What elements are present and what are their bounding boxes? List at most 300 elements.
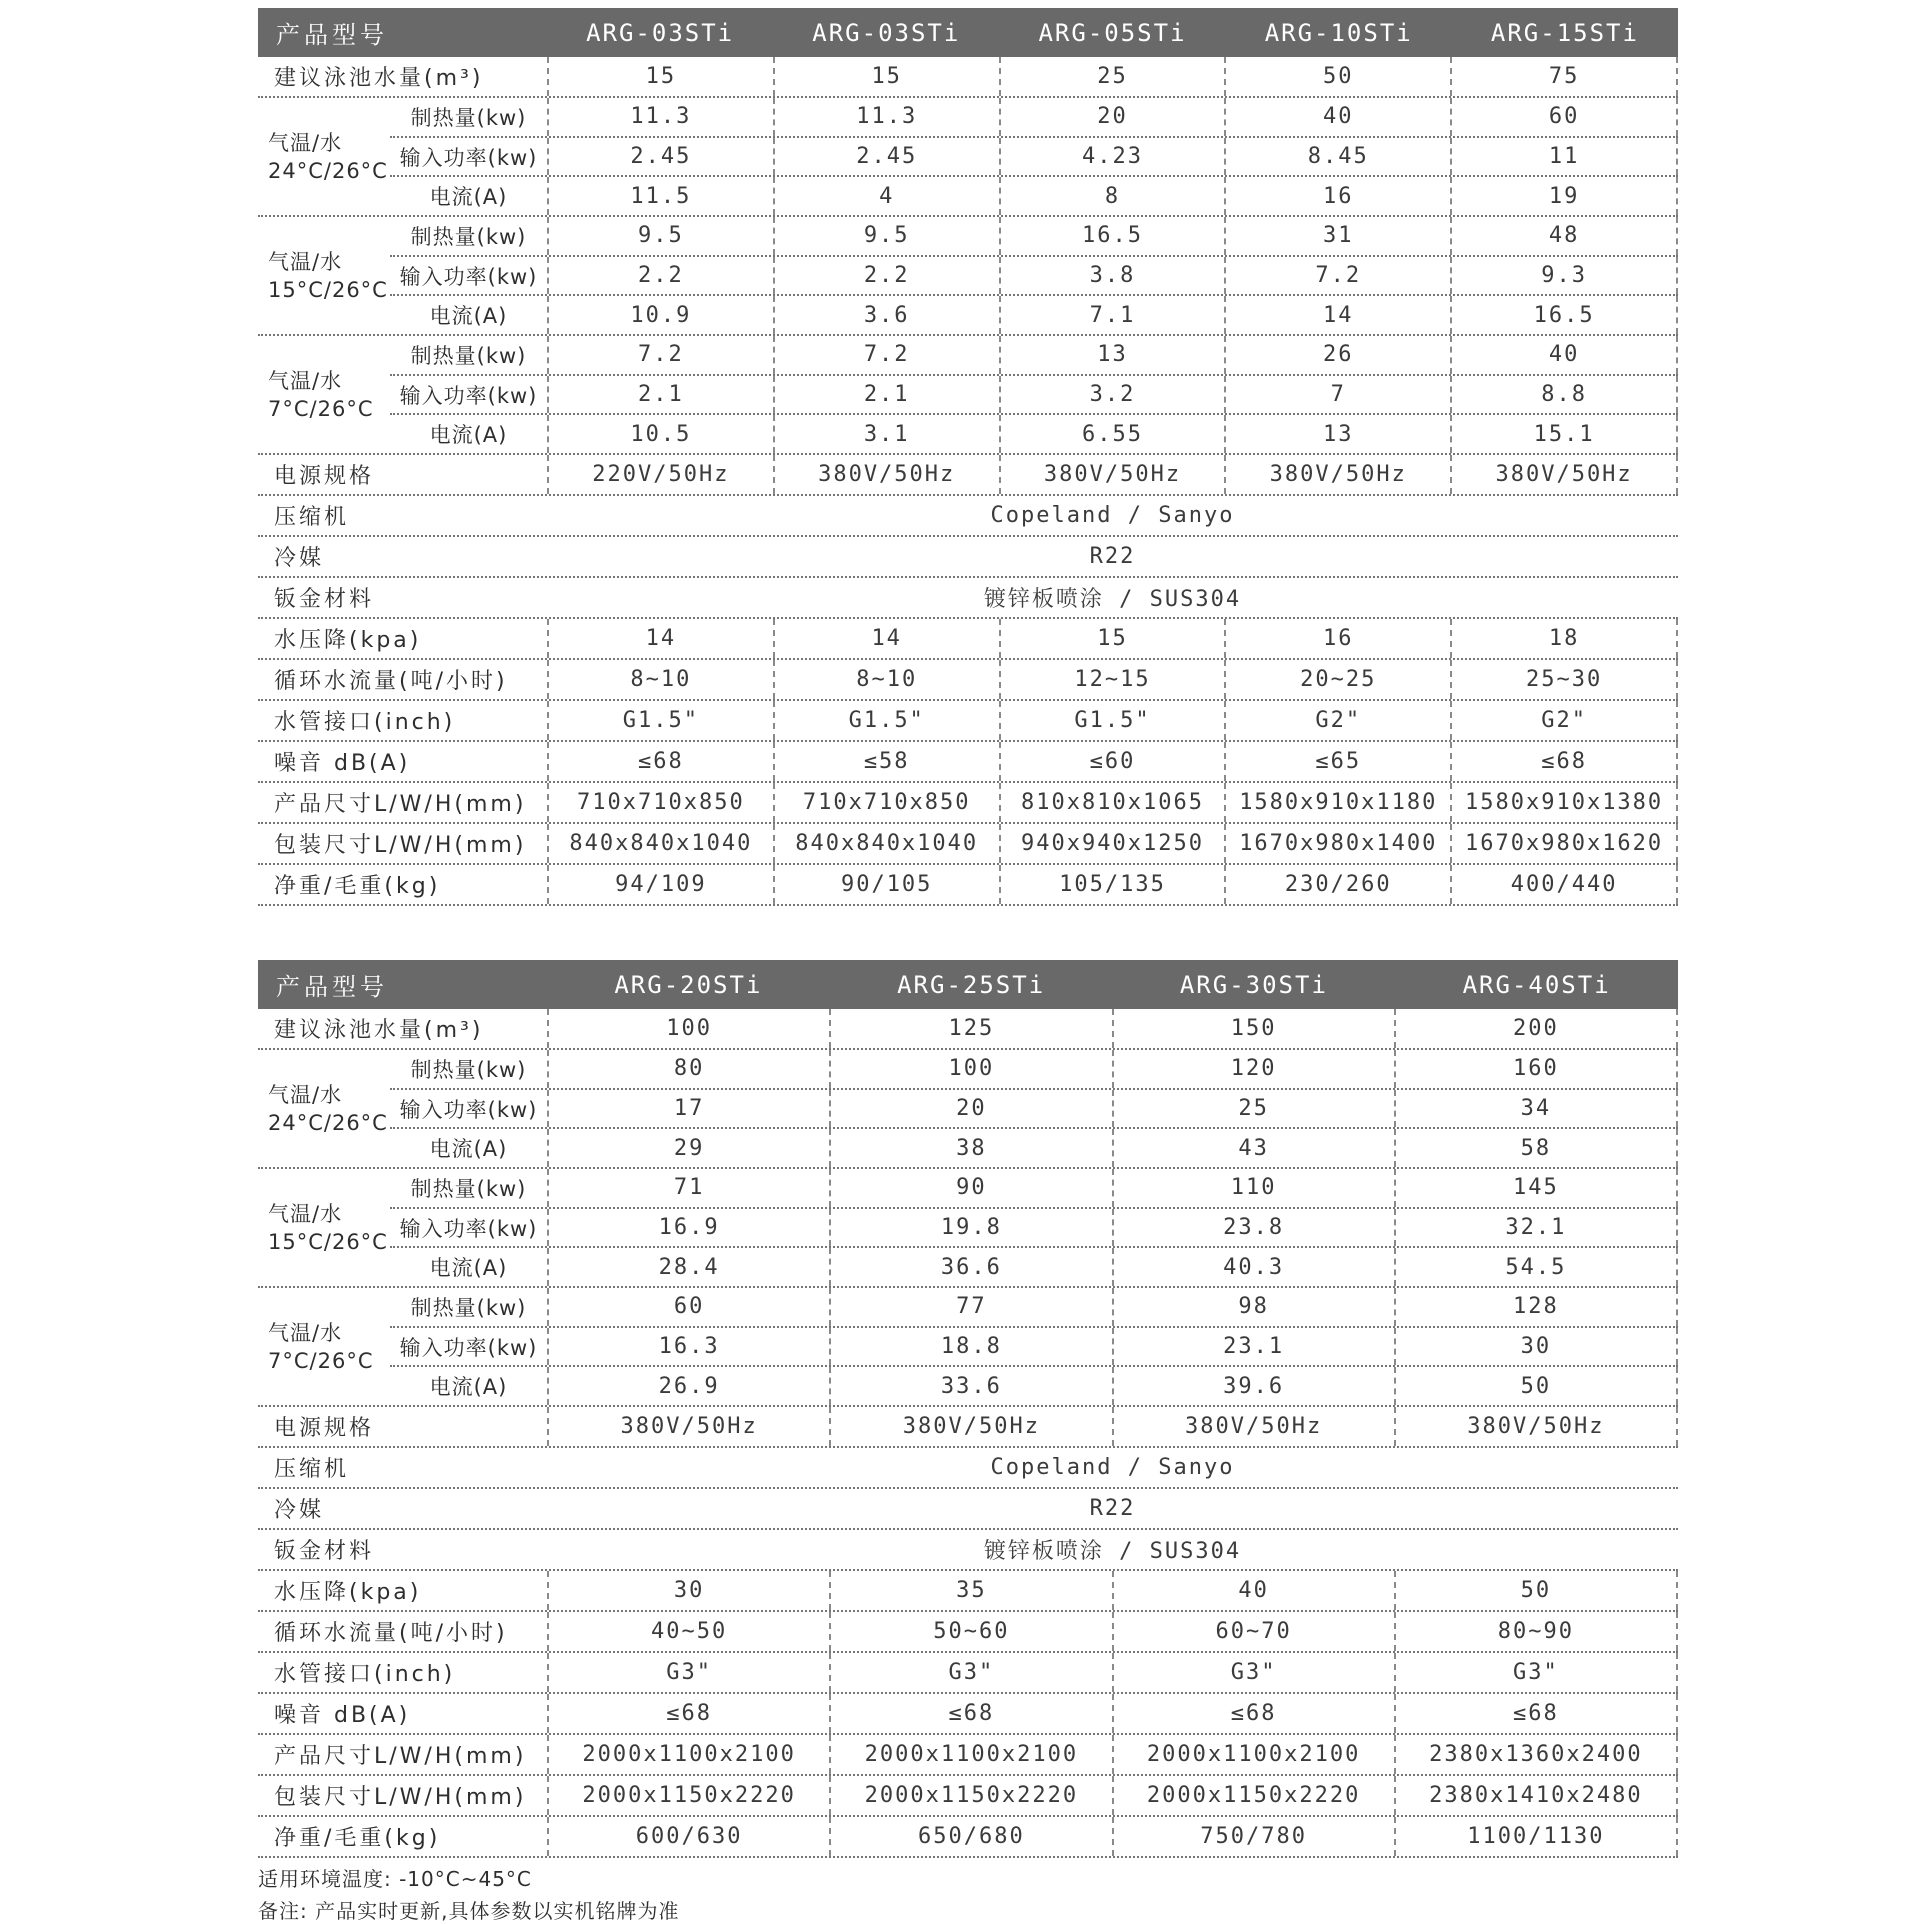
value-cell: 3.8 [999, 257, 1225, 295]
header-model-name: ARG-15STi [1490, 18, 1639, 47]
value-cell: 380V/50Hz [1112, 1407, 1394, 1446]
row-metric-label: 水管接口(inch) [274, 710, 456, 735]
spec-row-merged [258, 1448, 1678, 1489]
spec-subrow [390, 1365, 1678, 1405]
row-metric-label: 净重/毛重(kg) [274, 1826, 441, 1851]
value-cell: 380V/50Hz [1224, 455, 1450, 494]
value-cell: G1.5" [547, 701, 773, 740]
spec-row [258, 1735, 1678, 1776]
value-cell: 380V/50Hz [1450, 455, 1678, 494]
spec-subrow [390, 1288, 1678, 1326]
row-metric-label: 水压降(kpa) [274, 628, 422, 653]
row-metric-label: 电源规格 [274, 464, 375, 489]
condition-label-line2: 15°C/26°C [268, 1229, 388, 1254]
spec-subrow [390, 98, 1678, 136]
condition-label-line2: 24°C/26°C [268, 1110, 388, 1135]
value-cell: G1.5" [773, 701, 999, 740]
merged-value-cell: 镀锌板喷涂 / SUS304 [983, 587, 1242, 612]
value-cell: 23.1 [1112, 1328, 1394, 1366]
value-cell: 150 [1112, 1009, 1394, 1048]
value-cell: 20~25 [1224, 660, 1450, 699]
value-cell: 15 [773, 57, 999, 96]
value-cell: 7.1 [999, 296, 1225, 334]
value-cell: 30 [547, 1571, 829, 1610]
value-cell: 7 [1224, 376, 1450, 414]
condition-subrows [390, 1169, 1678, 1286]
spec-row-merged [258, 578, 1678, 619]
spec-row-merged [258, 1530, 1678, 1571]
row-metric-label: 水管接口(inch) [274, 1662, 456, 1687]
value-cell: 13 [999, 336, 1225, 374]
row-metric-label: 压缩机 [274, 505, 350, 530]
subrow-metric-label: 电流(A) [429, 304, 508, 329]
value-cell: 100 [547, 1009, 829, 1048]
condition-label-line1: 气温/水 [268, 1320, 343, 1345]
value-cell: 710x710x850 [547, 783, 773, 822]
value-cell: 34 [1394, 1090, 1678, 1128]
spec-row-merged [258, 537, 1678, 578]
value-cell: 120 [1112, 1050, 1394, 1088]
value-cell: 80 [547, 1050, 829, 1088]
value-cell: 60 [547, 1288, 829, 1326]
value-cell: 48 [1450, 217, 1678, 255]
merged-value-cell: Copeland / Sanyo [990, 1455, 1235, 1480]
spec-subrow [390, 1326, 1678, 1366]
condition-label-line1: 气温/水 [268, 368, 343, 393]
value-cell: 380V/50Hz [1394, 1407, 1678, 1446]
value-cell: 16.3 [547, 1328, 829, 1366]
spec-subrow [390, 336, 1678, 374]
value-cell: 23.8 [1112, 1209, 1394, 1247]
value-cell: 230/260 [1224, 865, 1450, 904]
value-cell: 33.6 [829, 1367, 1111, 1405]
spec-subrow [390, 1207, 1678, 1247]
condition-subrows [390, 1288, 1678, 1405]
value-cell: 8 [999, 177, 1225, 215]
condition-group-label [258, 1288, 390, 1405]
condition-label-line1: 气温/水 [268, 130, 343, 155]
value-cell: 2.2 [773, 257, 999, 295]
value-cell: 19 [1450, 177, 1678, 215]
value-cell: 750/780 [1112, 1817, 1394, 1856]
condition-label-line2: 15°C/26°C [268, 277, 388, 302]
subrow-metric-label: 制热量(kw) [410, 1057, 527, 1082]
value-cell: 40 [1112, 1571, 1394, 1610]
row-metric-label: 噪音 dB(A) [274, 1703, 411, 1728]
value-cell: 128 [1394, 1288, 1678, 1326]
value-cell: 54.5 [1394, 1248, 1678, 1286]
value-cell: 26.9 [547, 1367, 829, 1405]
subrow-metric-label: 电流(A) [429, 423, 508, 448]
value-cell: ≤68 [1450, 742, 1678, 781]
value-cell: 840x840x1040 [547, 824, 773, 863]
header-model-name: ARG-20STi [614, 970, 763, 999]
value-cell: 3.2 [999, 376, 1225, 414]
value-cell: 2000x1150x2220 [547, 1776, 829, 1815]
condition-label-line2: 7°C/26°C [268, 1348, 374, 1373]
spec-row [258, 742, 1678, 783]
spec-subrow [390, 175, 1678, 215]
value-cell: 10.9 [547, 296, 773, 334]
header-model-name: ARG-05STi [1038, 18, 1187, 47]
value-cell: 75 [1450, 57, 1678, 96]
row-metric-label: 净重/毛重(kg) [274, 874, 441, 899]
value-cell: 7.2 [1224, 257, 1450, 295]
value-cell: 8~10 [547, 660, 773, 699]
value-cell: 4.23 [999, 138, 1225, 176]
condition-label-line1: 气温/水 [268, 1082, 343, 1107]
condition-group-row [258, 1288, 1678, 1407]
row-metric-label: 产品尺寸L/W/H(mm) [274, 1744, 527, 1769]
value-cell: 380V/50Hz [999, 455, 1225, 494]
value-cell: ≤65 [1224, 742, 1450, 781]
value-cell: 810x810x1065 [999, 783, 1225, 822]
value-cell: 16.5 [999, 217, 1225, 255]
value-cell: 4 [773, 177, 999, 215]
spec-row [258, 1817, 1678, 1858]
value-cell: ≤68 [1112, 1694, 1394, 1733]
header-model-name: ARG-40STi [1462, 970, 1611, 999]
value-cell: 2.2 [547, 257, 773, 295]
subrow-metric-label: 制热量(kw) [410, 1176, 527, 1201]
row-metric-label: 包装尺寸L/W/H(mm) [274, 833, 527, 858]
value-cell: 2000x1150x2220 [1112, 1776, 1394, 1815]
spec-row [258, 1612, 1678, 1653]
value-cell: 16.5 [1450, 296, 1678, 334]
value-cell: 2000x1100x2100 [829, 1735, 1111, 1774]
subrow-metric-label: 电流(A) [429, 185, 508, 210]
value-cell: 71 [547, 1169, 829, 1207]
value-cell: 43 [1112, 1129, 1394, 1167]
condition-subrows [390, 336, 1678, 453]
value-cell: 2.1 [547, 376, 773, 414]
condition-label-line2: 7°C/26°C [268, 396, 374, 421]
value-cell: 710x710x850 [773, 783, 999, 822]
subrow-metric-label: 输入功率(kw) [399, 383, 538, 408]
spec-subrow [390, 294, 1678, 334]
merged-value-cell: 镀锌板喷涂 / SUS304 [983, 1539, 1242, 1564]
value-cell: 13 [1224, 415, 1450, 453]
row-metric-label: 冷媒 [274, 546, 325, 571]
value-cell: 40 [1224, 98, 1450, 136]
condition-group-row [258, 1050, 1678, 1169]
spec-row [258, 1653, 1678, 1694]
value-cell: 14 [773, 619, 999, 658]
spec-row [258, 1009, 1678, 1050]
value-cell: 40~50 [547, 1612, 829, 1651]
value-cell: 7.2 [773, 336, 999, 374]
value-cell: 220V/50Hz [547, 455, 773, 494]
value-cell: 25~30 [1450, 660, 1678, 699]
value-cell: 2380x1410x2480 [1394, 1776, 1678, 1815]
spec-row [258, 57, 1678, 98]
value-cell: 50 [1394, 1367, 1678, 1405]
subrow-metric-label: 输入功率(kw) [399, 1335, 538, 1360]
spec-row [258, 660, 1678, 701]
value-cell: 16 [1224, 619, 1450, 658]
spec-subrow [390, 374, 1678, 414]
table-header-row [258, 960, 1678, 1009]
value-cell: 60~70 [1112, 1612, 1394, 1651]
value-cell: 9.3 [1450, 257, 1678, 295]
value-cell: 100 [829, 1050, 1111, 1088]
value-cell: 40 [1450, 336, 1678, 374]
spec-row-merged [258, 1489, 1678, 1530]
value-cell: 1670x980x1400 [1224, 824, 1450, 863]
spec-subrow [390, 255, 1678, 295]
value-cell: 32.1 [1394, 1209, 1678, 1247]
spec-subrow [390, 1050, 1678, 1088]
value-cell: 20 [999, 98, 1225, 136]
value-cell: 1670x980x1620 [1450, 824, 1678, 863]
value-cell: 17 [547, 1090, 829, 1128]
value-cell: 11.5 [547, 177, 773, 215]
spec-row [258, 824, 1678, 865]
row-metric-label: 建议泳池水量(m³) [274, 1018, 484, 1043]
value-cell: 90/105 [773, 865, 999, 904]
row-metric-label: 建议泳池水量(m³) [274, 66, 484, 91]
condition-subrows [390, 98, 1678, 215]
value-cell: 50~60 [829, 1612, 1111, 1651]
spec-subrow [390, 1169, 1678, 1207]
row-metric-label: 循环水流量(吨/小时) [274, 669, 508, 694]
value-cell: 9.5 [773, 217, 999, 255]
value-cell: 8~10 [773, 660, 999, 699]
value-cell: 8.8 [1450, 376, 1678, 414]
condition-label-line1: 气温/水 [268, 1201, 343, 1226]
spec-table-small-models [258, 8, 1678, 906]
value-cell: ≤68 [547, 742, 773, 781]
value-cell: 90 [829, 1169, 1111, 1207]
value-cell: G3" [1394, 1653, 1678, 1692]
operating-temperature-note: 适用环境温度: -10°C~45°C [258, 1867, 532, 1891]
condition-group-row [258, 336, 1678, 455]
value-cell: 380V/50Hz [773, 455, 999, 494]
value-cell: 2000x1150x2220 [829, 1776, 1111, 1815]
spec-row [258, 1407, 1678, 1448]
header-model-name: ARG-30STi [1179, 970, 1328, 999]
value-cell: 11 [1450, 138, 1678, 176]
value-cell: ≤68 [1394, 1694, 1678, 1733]
value-cell: 1580x910x1380 [1450, 783, 1678, 822]
value-cell: G2" [1224, 701, 1450, 740]
value-cell: 36.6 [829, 1248, 1111, 1286]
value-cell: 29 [547, 1129, 829, 1167]
value-cell: 9.5 [547, 217, 773, 255]
value-cell: 28.4 [547, 1248, 829, 1286]
condition-group-row [258, 98, 1678, 217]
value-cell: 39.6 [1112, 1367, 1394, 1405]
footnotes [258, 1866, 1678, 1924]
subrow-metric-label: 制热量(kw) [410, 105, 527, 130]
value-cell: 105/135 [999, 865, 1225, 904]
condition-group-label [258, 1050, 390, 1167]
value-cell: 14 [547, 619, 773, 658]
row-metric-label: 电源规格 [274, 1416, 375, 1441]
spec-row-merged [258, 496, 1678, 537]
subrow-metric-label: 输入功率(kw) [399, 145, 538, 170]
condition-group-label [258, 98, 390, 215]
spec-subrow [390, 217, 1678, 255]
value-cell: 25 [999, 57, 1225, 96]
value-cell: 58 [1394, 1129, 1678, 1167]
spec-row [258, 1776, 1678, 1817]
value-cell: 7.2 [547, 336, 773, 374]
merged-value-cell: Copeland / Sanyo [990, 503, 1235, 528]
value-cell: 50 [1224, 57, 1450, 96]
row-metric-label: 冷媒 [274, 1498, 325, 1523]
value-cell: 31 [1224, 217, 1450, 255]
condition-group-label [258, 217, 390, 334]
row-metric-label: 噪音 dB(A) [274, 751, 411, 776]
row-metric-label: 产品尺寸L/W/H(mm) [274, 792, 527, 817]
subrow-metric-label: 制热量(kw) [410, 343, 527, 368]
spec-subrow [390, 413, 1678, 453]
row-metric-label: 钣金材料 [274, 587, 375, 612]
spec-row [258, 1694, 1678, 1735]
subrow-metric-label: 输入功率(kw) [399, 264, 538, 289]
value-cell: 650/680 [829, 1817, 1111, 1856]
value-cell: 14 [1224, 296, 1450, 334]
value-cell: G1.5" [999, 701, 1225, 740]
value-cell: 2.1 [773, 376, 999, 414]
spec-row [258, 619, 1678, 660]
value-cell: 2380x1360x2400 [1394, 1735, 1678, 1774]
value-cell: ≤68 [829, 1694, 1111, 1733]
value-cell: 600/630 [547, 1817, 829, 1856]
value-cell: 200 [1394, 1009, 1678, 1048]
spec-subrow [390, 1088, 1678, 1128]
value-cell: 16.9 [547, 1209, 829, 1247]
value-cell: 11.3 [773, 98, 999, 136]
value-cell: 2.45 [547, 138, 773, 176]
value-cell: 3.1 [773, 415, 999, 453]
spec-row [258, 783, 1678, 824]
remark-note: 备注: 产品实时更新,具体参数以实机铭牌为准 [258, 1899, 680, 1923]
subrow-metric-label: 制热量(kw) [410, 224, 527, 249]
row-metric-label: 钣金材料 [274, 1539, 375, 1564]
value-cell: 940x940x1250 [999, 824, 1225, 863]
header-model-name: ARG-03STi [812, 18, 961, 47]
merged-value-cell: R22 [1089, 1496, 1136, 1521]
value-cell: 98 [1112, 1288, 1394, 1326]
value-cell: 8.45 [1224, 138, 1450, 176]
subrow-metric-label: 电流(A) [429, 1137, 508, 1162]
value-cell: 18.8 [829, 1328, 1111, 1366]
value-cell: 840x840x1040 [773, 824, 999, 863]
condition-group-row [258, 1169, 1678, 1288]
table-header-row [258, 8, 1678, 57]
value-cell: 380V/50Hz [547, 1407, 829, 1446]
row-metric-label: 水压降(kpa) [274, 1580, 422, 1605]
condition-label-line2: 24°C/26°C [268, 158, 388, 183]
value-cell: 2.45 [773, 138, 999, 176]
header-model-name: ARG-10STi [1264, 18, 1413, 47]
value-cell: 50 [1394, 1571, 1678, 1610]
condition-group-row [258, 217, 1678, 336]
header-model-name: ARG-03STi [586, 18, 735, 47]
spec-table-large-models [258, 960, 1678, 1858]
spec-subrow [390, 1246, 1678, 1286]
subrow-metric-label: 制热量(kw) [410, 1295, 527, 1320]
condition-group-label [258, 1169, 390, 1286]
value-cell: 38 [829, 1129, 1111, 1167]
spec-sheet [258, 8, 1678, 1924]
value-cell: 10.5 [547, 415, 773, 453]
product-model-header-label: 产品型号 [276, 973, 388, 1001]
value-cell: 60 [1450, 98, 1678, 136]
value-cell: 160 [1394, 1050, 1678, 1088]
value-cell: G2" [1450, 701, 1678, 740]
value-cell: 30 [1394, 1328, 1678, 1366]
value-cell: 15 [547, 57, 773, 96]
value-cell: 110 [1112, 1169, 1394, 1207]
value-cell: 2000x1100x2100 [1112, 1735, 1394, 1774]
spec-subrow [390, 1127, 1678, 1167]
value-cell: 77 [829, 1288, 1111, 1326]
value-cell: 18 [1450, 619, 1678, 658]
condition-subrows [390, 217, 1678, 334]
value-cell: 380V/50Hz [829, 1407, 1111, 1446]
value-cell: 6.55 [999, 415, 1225, 453]
value-cell: G3" [1112, 1653, 1394, 1692]
row-metric-label: 压缩机 [274, 1457, 350, 1482]
condition-label-line1: 气温/水 [268, 249, 343, 274]
value-cell: 15.1 [1450, 415, 1678, 453]
value-cell: ≤68 [547, 1694, 829, 1733]
value-cell: 35 [829, 1571, 1111, 1610]
value-cell: ≤58 [773, 742, 999, 781]
header-model-name: ARG-25STi [897, 970, 1046, 999]
value-cell: 400/440 [1450, 865, 1678, 904]
value-cell: 26 [1224, 336, 1450, 374]
value-cell: 94/109 [547, 865, 773, 904]
spec-subrow [390, 136, 1678, 176]
value-cell: 19.8 [829, 1209, 1111, 1247]
spec-row [258, 865, 1678, 906]
value-cell: 125 [829, 1009, 1111, 1048]
value-cell: 16 [1224, 177, 1450, 215]
product-model-header-label: 产品型号 [276, 21, 388, 49]
value-cell: ≤60 [999, 742, 1225, 781]
value-cell: 15 [999, 619, 1225, 658]
value-cell: 20 [829, 1090, 1111, 1128]
value-cell: 2000x1100x2100 [547, 1735, 829, 1774]
spec-row [258, 455, 1678, 496]
value-cell: 3.6 [773, 296, 999, 334]
value-cell: 11.3 [547, 98, 773, 136]
subrow-metric-label: 电流(A) [429, 1375, 508, 1400]
value-cell: 1580x910x1180 [1224, 783, 1450, 822]
subrow-metric-label: 输入功率(kw) [399, 1216, 538, 1241]
condition-subrows [390, 1050, 1678, 1167]
row-metric-label: 包装尺寸L/W/H(mm) [274, 1785, 527, 1810]
spec-row [258, 1571, 1678, 1612]
subrow-metric-label: 电流(A) [429, 1256, 508, 1281]
merged-value-cell: R22 [1089, 544, 1136, 569]
subrow-metric-label: 输入功率(kw) [399, 1097, 538, 1122]
value-cell: 25 [1112, 1090, 1394, 1128]
row-metric-label: 循环水流量(吨/小时) [274, 1621, 508, 1646]
value-cell: 80~90 [1394, 1612, 1678, 1651]
value-cell: 1100/1130 [1394, 1817, 1678, 1856]
value-cell: G3" [829, 1653, 1111, 1692]
value-cell: 145 [1394, 1169, 1678, 1207]
condition-group-label [258, 336, 390, 453]
value-cell: 12~15 [999, 660, 1225, 699]
spec-row [258, 701, 1678, 742]
value-cell: G3" [547, 1653, 829, 1692]
